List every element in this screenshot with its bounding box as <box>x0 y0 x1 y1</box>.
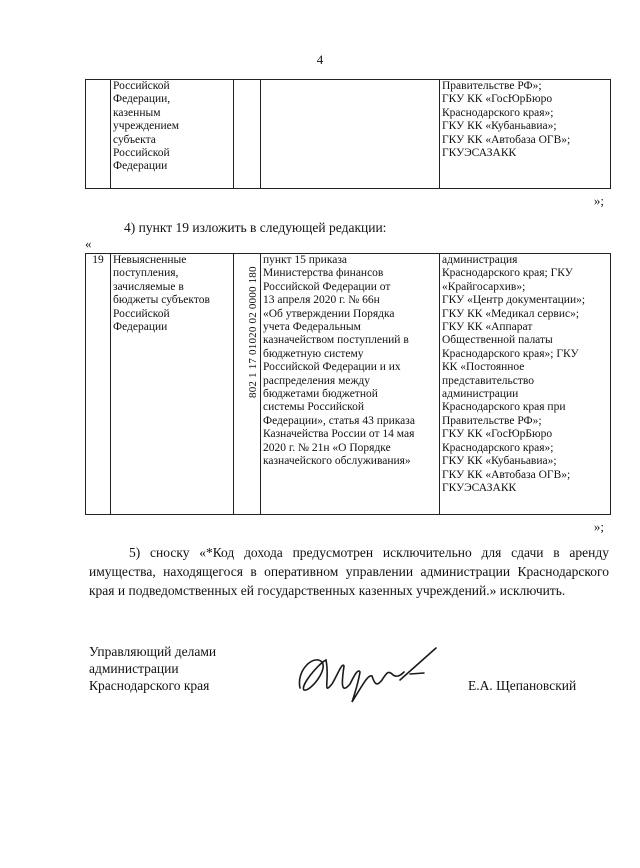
row-19-table <box>85 253 611 515</box>
table-cell-name: Невыясненные поступления, зачисляемые в бюджеты субъектов Российской Федерации <box>111 254 234 515</box>
table-cell-basis <box>261 80 440 189</box>
item-5-text: 5) сноску «*Код дохода предусмотрен исключительно для сдачи в аренду имущества, находящегося в оперативном управлении администрации Краснодарского края и подведомственных ей государственных казенных учреждений.» исключить. <box>89 545 609 598</box>
table-row <box>86 80 611 189</box>
signatory-title: Управляющий делами администрации Краснодарского края <box>89 644 217 693</box>
signatory-name: Е.А. Щепановский <box>468 678 577 693</box>
item-4-text: 4) пункт 19 изложить в следующей редакции: <box>124 220 387 235</box>
continued-table <box>85 79 611 189</box>
table-cell-basis: пункт 15 приказа Министерства финансов Российской Федерации от 13 апреля 2020 г. № 66н «Об утверждении Порядка учета Федеральным казначейством поступлений в бюджетную систему Российской Федерации и их распределения между бюджетами бюджетной системы Российской Федерации», статья 43 приказа Казначейства России от 14 мая 2020 г. № 21н «О Порядке казначейского обслуживания» <box>261 254 440 515</box>
kbk-code: 802 1 17 01020 02 0000 180 <box>247 266 259 398</box>
opening-quote: « <box>85 236 92 251</box>
table-cell-number <box>86 80 111 189</box>
table-row <box>86 254 611 515</box>
table-cell-code <box>234 80 261 189</box>
table-cell-name: Российской Федерации, казенным учреждением субъекта Российской Федерации <box>111 80 234 189</box>
table-cell-administrators: Правительстве РФ»; ГКУ КК «ГосЮрБюро Краснодарского края»; ГКУ КК «Кубаньавиа»; ГКУ КК «Автобаза ОГВ»; ГКУЭСАЗАКК <box>440 80 611 189</box>
table-cell-code <box>234 254 261 515</box>
closing-quote: »; <box>593 193 604 208</box>
closing-quote: »; <box>593 519 604 534</box>
table-cell-administrators: администрация Краснодарского края; ГКУ «Крайгосархив»; ГКУ «Центр документации»; ГКУ КК «Медикал сервис»; ГКУ КК «Аппарат Общественной палаты Краснодарского края»; ГКУ КК «Постоянное представительство администрации Краснодарского края при Правительстве РФ»; ГКУ КК «ГосЮрБюро Краснодарского края»; ГКУ КК «Кубаньавиа»; ГКУ КК «Автобаза ОГВ»; ГКУЭСАЗАКК <box>440 254 611 515</box>
handwritten-signature <box>292 640 452 710</box>
page-number: 4 <box>316 52 324 67</box>
table-cell-number: 19 <box>86 254 111 515</box>
